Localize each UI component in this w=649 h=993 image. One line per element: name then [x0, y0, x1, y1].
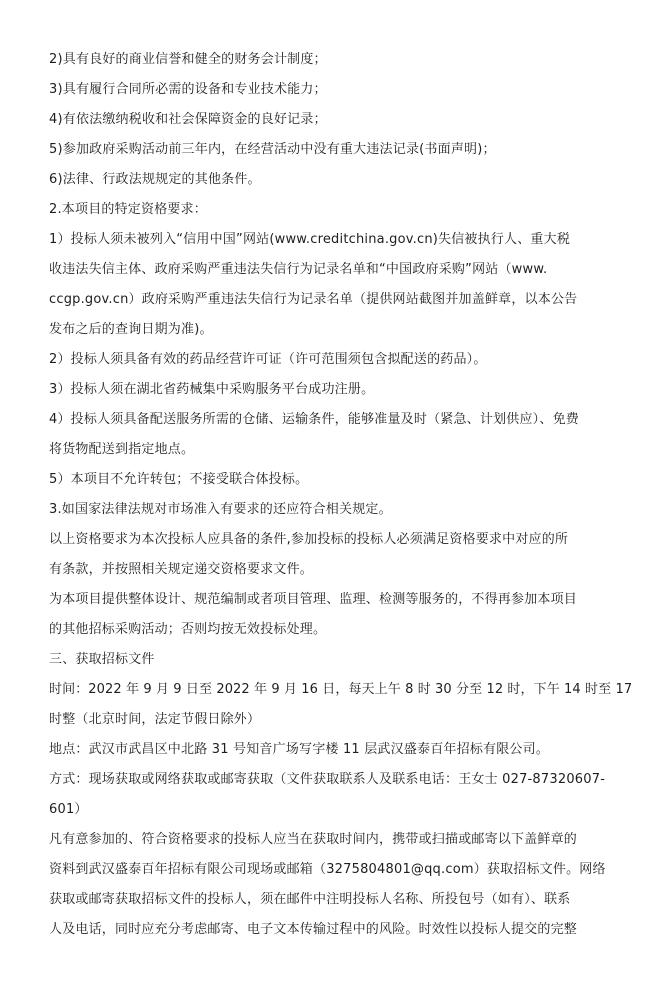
text-line: 发布之后的查询日期为准)。 — [49, 322, 213, 337]
text-line: 收违法失信主体、政府采购严重违法失信行为记录名单和“中国政府采购”网站（www. — [49, 262, 548, 277]
text-line: 6)法律、行政法规规定的其他条件。 — [49, 172, 261, 187]
text-line: 时间：2022 年 9 月 9 日至 2022 年 9 月 16 日，每天上午 8 时 30 分至 12 时，下午 14 时至 17 — [49, 682, 633, 697]
text-line: 1）投标人须未被列入“信用中国”网站(www.creditchina.gov.cn)失信被执行人、重大税 — [49, 232, 571, 247]
text-line: 601） — [49, 802, 88, 817]
text-line: 2)具有良好的商业信誉和健全的财务会计制度； — [49, 52, 327, 67]
text-line: 方式：现场获取或网络获取或邮寄获取（文件获取联系人及联系电话：王女士 027-87320607- — [49, 772, 606, 787]
text-line: 将货物配送到指定地点。 — [49, 442, 195, 457]
text-line: 的其他招标采购活动；否则均按无效投标处理。 — [49, 622, 327, 637]
text-line: 地点：武汉市武昌区中北路 31 号知音广场写字楼 11 层武汉盛泰百年招标有限公司。 — [49, 742, 550, 757]
text-line: 3）投标人须在湖北省药械集中采购服务平台成功注册。 — [49, 382, 375, 397]
text-line: 时整（北京时间，法定节假日除外） — [49, 712, 261, 727]
section-heading: 3.如国家法律法规对市场准入有要求的还应符合相关规定。 — [49, 502, 392, 517]
text-line: 5）本项目不允许转包；不接受联合体投标。 — [49, 472, 309, 487]
section-heading: 三、获取招标文件 — [49, 652, 155, 667]
text-line: 4)有依法缴纳税收和社会保障资金的良好记录； — [49, 112, 327, 127]
text-line: 3)具有履行合同所必需的设备和专业技术能力； — [49, 82, 327, 97]
text-line: 凡有意参加的、符合资格要求的投标人应当在获取时间内，携带或扫描或邮寄以下盖鲜章的 — [49, 832, 578, 847]
text-line: 以上资格要求为本次投标人应具备的条件,参加投标的投标人必须满足资格要求中对应的所 — [49, 532, 569, 547]
text-line: ccgp.gov.cn）政府采购严重违法失信行为记录名单（提供网站截图并加盖鲜章，以本公告 — [49, 292, 578, 307]
section-heading: 2.本项目的特定资格要求： — [49, 202, 208, 217]
text-line: 人及电话，同时应充分考虑邮寄、电子文本传输过程中的风险。时效性以投标人提交的完整 — [49, 922, 578, 937]
text-line: 为本项目提供整体设计、规范编制或者项目管理、监理、检测等服务的，不得再参加本项目 — [49, 592, 578, 607]
text-line: 资料到武汉盛泰百年招标有限公司现场或邮箱（3275804801@qq.com）获取招标文件。网络 — [49, 862, 606, 877]
text-line: 有条款，并按照相关规定递交资格要求文件。 — [49, 562, 314, 577]
text-line: 4）投标人须具备配送服务所需的仓储、运输条件，能够准量及时（紧急、计划供应）、免费 — [49, 412, 579, 427]
text-line: 2）投标人须具备有效的药品经营许可证（许可范围须包含拟配送的药品）。 — [49, 352, 487, 367]
text-line: 获取或邮寄获取招标文件的投标人，须在邮件中注明投标人名称、所投包号（如有）、联系 — [49, 892, 571, 907]
text-line: 5)参加政府采购活动前三年内，在经营活动中没有重大违法记录(书面声明)； — [49, 142, 496, 157]
